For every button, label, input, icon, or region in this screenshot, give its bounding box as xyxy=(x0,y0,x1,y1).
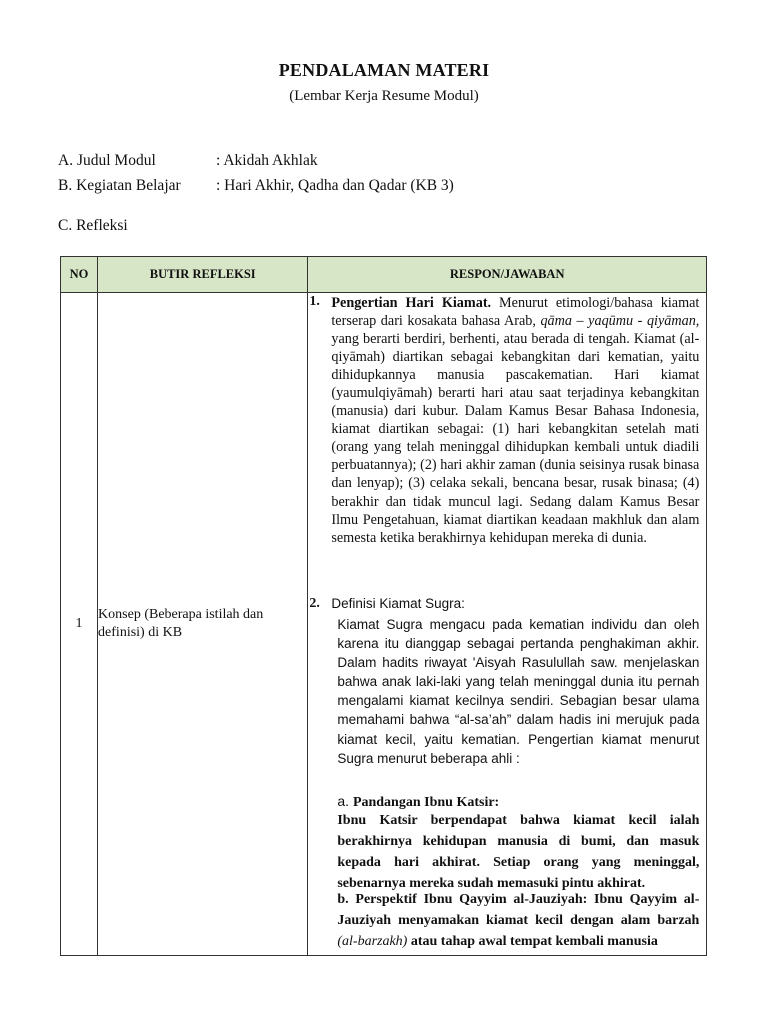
learning-activity-value: : Hari Akhir, Qadha dan Qadar (KB 3) xyxy=(216,177,454,194)
column-header-no: NO xyxy=(61,257,98,293)
column-header-butir: BUTIR REFLEKSI xyxy=(98,257,308,293)
item-1-text-b: yang berarti berdiri, berhenti, atau berada di tengah. Kiamat (al-qiyāmah) diartikan sebagai kebangkitan dari kematian, yaitu dihidupkannya manusia pascakematian. Hari kiamat (yaumulqiyāmah) berarti hari atau saat terjadinya kebangkitan (manusia) dari kubur. Dalam Kamus Besar Bahasa Indonesia, kiamat diartikan sebagai: (1) hari kebangkitan setelah mati (orang yang telah meninggal dihidupkan kembali untuk diadili perbuatannya); (2) hari akhir zaman (dunia seisinya rusak binasa dan lenyap); (3) celaka sekali, bencana besar, rusak binasa; (4) berakhir dan tidak muncul lagi. Sedang dalam Kamus Besar Ilmu Pengetahuan, kiamat diartikan keadaan makhluk dan alam semesta ketika berakhirnya kehidupan mereka di dunia. xyxy=(331,331,700,546)
response-cell xyxy=(308,293,707,956)
row-number: 1 xyxy=(61,293,98,956)
sub-a-heading-line xyxy=(337,793,499,811)
module-title-value: : Akidah Akhlak xyxy=(216,152,318,169)
item-1-text-a: Menurut etimologi/bahasa kiamat terserap dari kosakata bahasa Arab, xyxy=(331,295,700,330)
sub-b-text-b: atau tahap awal tempat kembali manusia xyxy=(407,933,658,949)
item-2-number: 2. xyxy=(309,596,320,611)
item-2-paragraph: Kiamat Sugra mengacu pada kematian individu dan oleh karena itu dianggap sebagai pertanda penghakiman akhir. Dalam hadits riwayat 'Aisyah Rasulullah saw. menjelaskan bahwa anak laki-laki yang telah meninggal dunia itu pernah mengalami kiamat kecilnya sendiri. Sebagian besar ulama memahami bahwa “al-sa’ah” dalam hadis ini merujuk pada kiamat kecil, yaitu kematian. Pengertian kiamat menurut Sugra menurut beberapa ahli : xyxy=(337,617,700,766)
item-2-heading: Definisi Kiamat Sugra: xyxy=(331,596,465,611)
sub-a-paragraph: Ibnu Katsir berpendapat bahwa kiamat kecil ialah berakhirnya kehidupan manusia di bumi, dan masuk kepada hari akhirat. Setiap orang yang meninggal, sebenarnya mereka sudah memasuki pintu akhirat. xyxy=(337,813,700,891)
module-title-label: A. Judul Modul xyxy=(58,152,156,169)
item-1-paragraph xyxy=(331,294,699,547)
learning-activity-label: B. Kegiatan Belajar xyxy=(58,177,181,194)
sub-a-letter: a. xyxy=(337,793,353,809)
item-1-heading: Pengertian Hari Kiamat. xyxy=(331,295,492,311)
table-row xyxy=(61,293,707,956)
item-1-italic: qāma – yaqūmu - qiyāman, xyxy=(540,313,700,330)
sub-b-italic: (al-barzakh) xyxy=(337,933,408,949)
reflection-item: Konsep (Beberapa istilah dan definisi) di KB xyxy=(98,293,308,956)
sub-a-heading: Pandangan Ibnu Katsir: xyxy=(352,795,500,810)
reflection-heading: C. Refleksi xyxy=(58,217,128,234)
sub-b-text-a: b. Perspektif Ibnu Qayyim al-Jauziyah: Ibnu Qayyim al-Jauziyah menyamakan kiamat kecil dengan alam barzah xyxy=(337,892,700,928)
reflection-table xyxy=(60,256,707,956)
sub-b-paragraph xyxy=(337,890,699,953)
document-title: PENDALAMAN MATERI xyxy=(278,60,490,80)
item-1-number: 1. xyxy=(309,294,320,309)
column-header-respon: RESPON/JAWABAN xyxy=(308,257,707,293)
table-header-row xyxy=(61,257,707,293)
document-subtitle: (Lembar Kerja Resume Modul) xyxy=(289,88,479,104)
